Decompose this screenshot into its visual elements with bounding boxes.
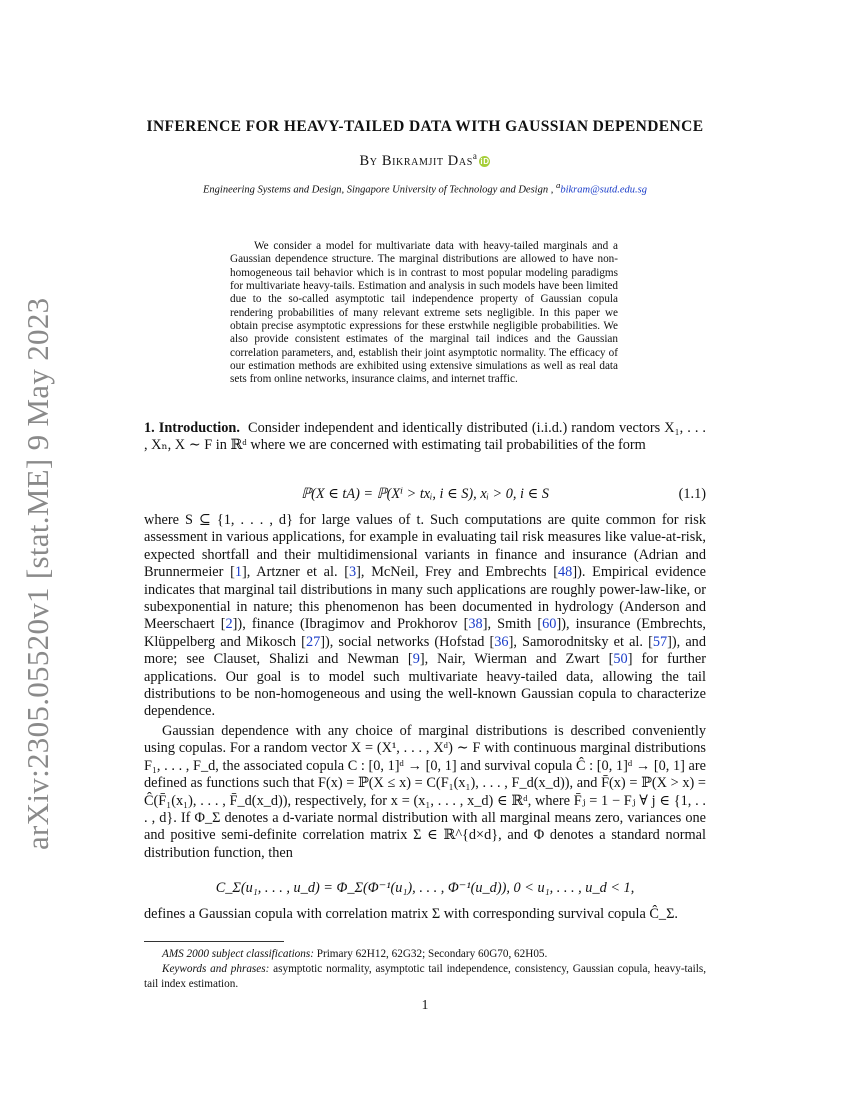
equation-1-1-number: (1.1) <box>678 486 706 502</box>
citation-link[interactable]: 2 <box>225 616 233 633</box>
p2-text-f: ], Smith [ <box>482 616 543 633</box>
p2-text-e: ]), finance (Ibragimov and Prokhorov [ <box>232 616 469 633</box>
citation-link[interactable]: 9 <box>412 651 420 668</box>
intro-paragraph-1 <box>144 420 706 455</box>
paper-title: INFERENCE FOR HEAVY-TAILED DATA WITH GAUSSIAN DEPENDENCE <box>146 118 704 135</box>
p2-text-k: ], Nair, Wierman and Zwart [ <box>419 651 614 668</box>
p2-text-c: ], McNeil, Frey and Embrechts [ <box>356 564 559 581</box>
p2-text-g: ]), insurance (Embrechts, Klüppelberg and Mikosch [ <box>144 616 706 650</box>
author-line <box>0 151 850 170</box>
affiliation <box>0 180 850 196</box>
equation-1-1-body: ℙ(X ∈ tA) = ℙ(Xⁱ > txᵢ, i ∈ S), xᵢ > 0, i ∈ S <box>301 486 549 502</box>
orcid-icon[interactable]: iD <box>480 156 490 166</box>
author-email-link[interactable]: bikram@sutd.edu.sg <box>560 184 647 196</box>
p2-text-h: ]), social networks (Hofstad [ <box>320 633 495 650</box>
ams-label: AMS 2000 subject classifications: <box>162 948 314 960</box>
equation-1-1 <box>144 486 706 503</box>
equation-gaussian-copula-body: C_Σ(u₁, . . . , u_d) = Φ_Σ(Φ⁻¹(u₁), . . . , Φ⁻¹(u_d)), 0 < u₁, . . . , u_d < 1, <box>215 880 635 896</box>
author-prefix: By <box>359 152 378 169</box>
citation-link[interactable]: 60 <box>542 616 557 633</box>
citation-link[interactable]: 1 <box>234 564 243 581</box>
citation-link[interactable]: 36 <box>494 633 509 650</box>
citation-link[interactable]: 48 <box>558 564 573 581</box>
author-affil-mark: a <box>472 151 478 161</box>
citation-link[interactable]: 38 <box>468 616 483 633</box>
citation-link[interactable]: 50 <box>613 651 628 668</box>
p2-text-d: ]). Empirical evidence indicates that marginal tail distributions in many such applications are roughly power-law-like, or subexponential in nature; this phenomenon has been documented in hydrology (Anderson and Meerschaert [ <box>144 564 707 633</box>
arxiv-identifier-stamp: arXiv:2305.05520v1 [stat.ME] 9 May 2023 <box>20 297 55 850</box>
footnote-divider <box>144 941 284 942</box>
p2-text-i: ], Samorodnitsky et al. [ <box>508 633 653 650</box>
ams-text: Primary 62H12, 62G32; Secondary 60G70, 62H05. <box>313 948 548 960</box>
intro-lead-text: Consider independent and identically distributed (i.i.d.) random vectors X₁, . . . , Xₙ, X ∼ F in ℝᵈ where we are concerned with estimating tail probabilities of the form <box>144 420 707 454</box>
citation-link[interactable]: 57 <box>652 633 668 650</box>
affiliation-text: Engineering Systems and Design, Singapore University of Technology and Design , <box>202 184 556 196</box>
equation-gaussian-copula <box>144 880 706 897</box>
intro-paragraph-3: Gaussian dependence with any choice of marginal distributions is described conveniently using copulas. For a random vector X = (X¹, . . . , Xᵈ) ∼ F with continuous marginal distributions F₁, . . . , F_d, the associated copula C : [0, 1]ᵈ → [0, 1] and survival copula Ĉ : [0, 1]ᵈ → [0, 1] are defined as functions such that F(x) = ℙ(X ≤ x) = C(F₁(x₁), . . . , F_d(x_d)), and F̄(x) = ℙ(X > x) = Ĉ(F̄₁(x₁), . . . , F̄_d(x_d)), respectively, for x = (x₁, . . . , x_d) ∈ ℝᵈ, where F̄ⱼ = 1 − Fⱼ ∀ j ∈ {1, . . . , d}. If Φ_Σ denotes a d-variate normal distribution with all marginal means zero, variances one and positive semi-definite correlation matrix Σ ∈ ℝ^{d×d}, and Φ denotes a standard normal distribution function, then <box>144 723 706 861</box>
affiliation-mark: a <box>555 180 561 190</box>
section-heading-introduction: 1. Introduction. <box>144 420 240 436</box>
p2-text-b: ], Artzner et al. [ <box>242 564 350 581</box>
keywords-label: Keywords and phrases: <box>162 963 270 975</box>
keywords-text: asymptotic normality, asymptotic tail independence, consistency, Gaussian copula, heavy-tails, tail index estimation. <box>144 963 706 990</box>
p2-text-l: ] for further applications. Our goal is to model such multivariate heavy-tailed data, allowing the tail distributions to be non-homogeneous and using the well-known Gaussian copula to characterize dependence. <box>144 651 706 720</box>
p2-text-a: where S ⊆ {1, . . . , d} for large values of t. Such computations are quite common for risk assessment in various applications, for example in evaluating tail risk measures like value-at-risk, expected shortfall and their multidimensional variants in finance and insurance (Adrian and Brunnermeier [ <box>144 512 706 581</box>
footnote-keywords <box>144 962 706 991</box>
page-number: 1 <box>421 997 429 1012</box>
footnote-ams <box>144 947 706 962</box>
intro-paragraph-4: defines a Gaussian copula with correlation matrix Σ with corresponding survival copula Ĉ_Σ. <box>144 906 678 922</box>
citation-link[interactable]: 27 <box>305 633 321 650</box>
intro-paragraph-2 <box>144 512 706 721</box>
citation-link[interactable]: 3 <box>349 564 357 581</box>
p2-text-j: ]), and more; see Clauset, Shalizi and Newman [ <box>144 633 706 668</box>
author-name: Bikramjit Das <box>381 152 473 169</box>
abstract: We consider a model for multivariate data with heavy-tailed marginals and a Gaussian dependence structure. The marginal distributions are allowed to have non-homogeneous tail behavior which is in contrast to most popular modeling paradigms for multivariate heavy-tails. Estimation and analysis in such models have been limited due to the so-called asymptotic tail independence property of Gaussian copula rendering probabilities of many relevant extreme sets negligible. In this paper we obtain precise asymptotic expressions for these erstwhile negligible probabilities. We also provide consistent estimates of the marginal tail indices and the Gaussian correlation parameters, and, establish their joint asymptotic normality. The efficacy of our estimation methods are exhibited using extensive simulations as well as real data sets from online networks, insurance claims, and internet traffic. <box>230 240 618 386</box>
